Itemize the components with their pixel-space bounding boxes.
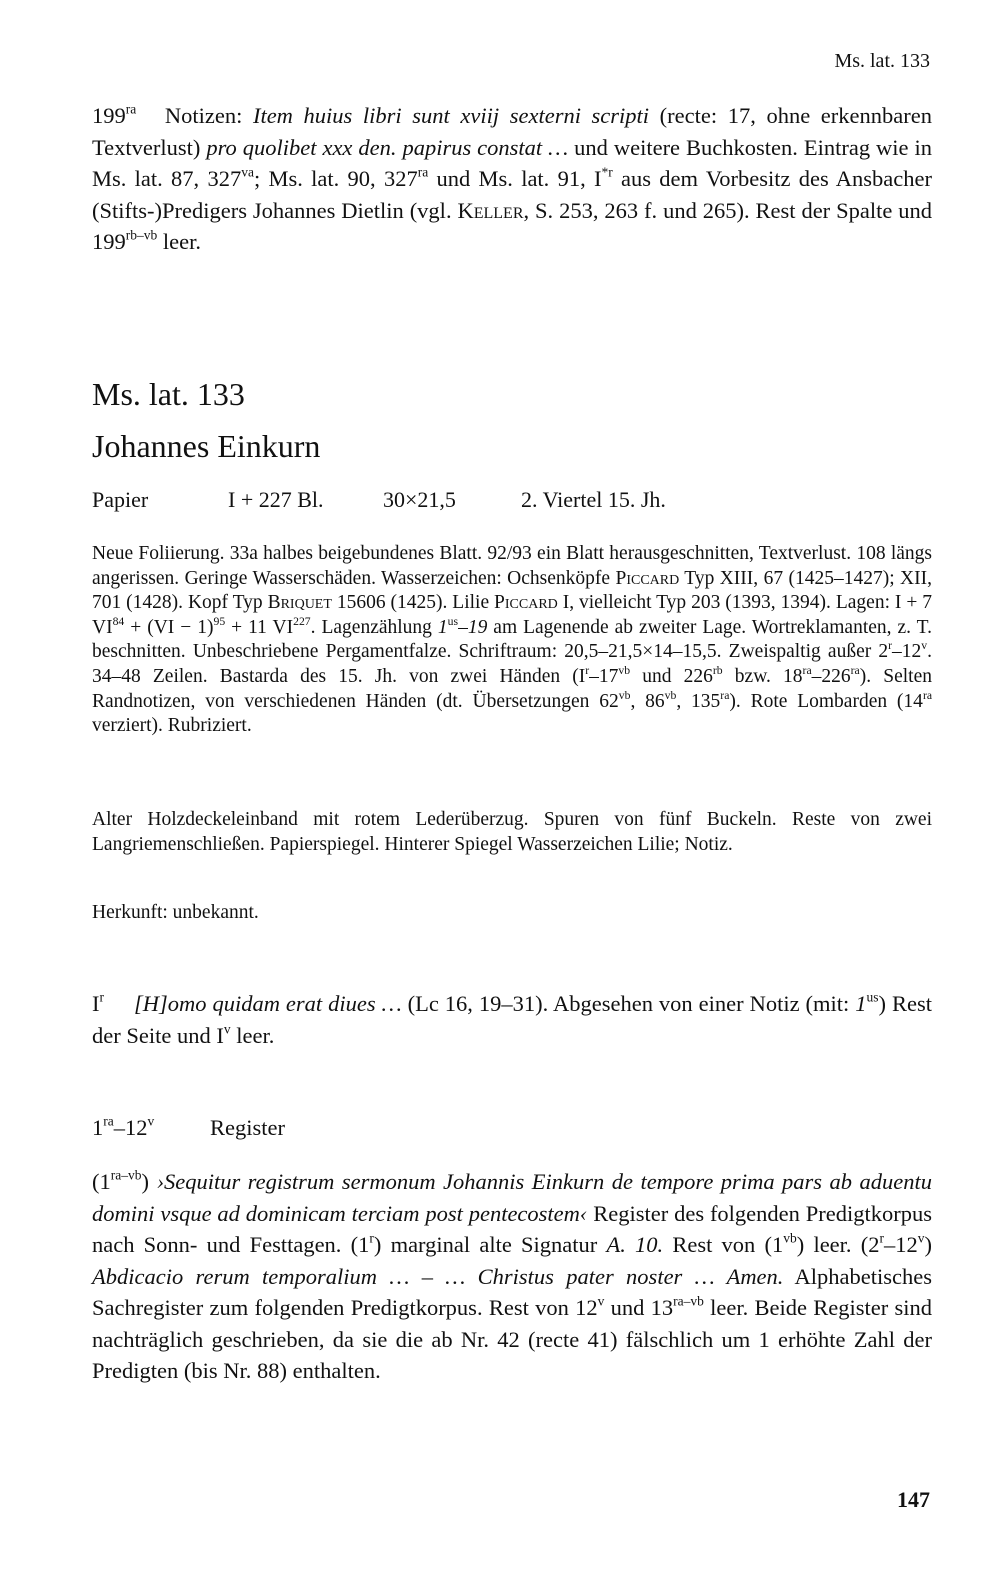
- running-header: Ms. lat. 133: [834, 50, 930, 72]
- date: 2. Viertel 15. Jh.: [521, 487, 666, 512]
- shelfmark-heading: Ms. lat. 133: [92, 376, 245, 412]
- author-heading: Johannes Einkurn: [92, 428, 321, 464]
- prev-entry-notes: $199^{ra}$ Notizen: Item huius libri sunt xviij sexterni scripti (recte: 17, ohne erkennbaren Textverlust) pro quolibet xxx den. papirus constat … und weitere Buchkosten. Eintrag wie in Ms. lat. 87, $327^{va}$; Ms. lat. 90, $327^{ra}$ und Ms. lat. 91, $I^{*r}$ aus dem Vorbesitz des Ansbacher (Stifts-)Predigers Johannes Dietlin (vgl. Keller, S. 253, 263 f. und 265). Rest der Spalte und $199^{rb-vb}$ leer.: [92, 101, 932, 254]
- leaf-count: I + 227 Bl.: [228, 487, 324, 512]
- page-number: 147: [897, 1487, 930, 1512]
- register-folio-range: $1^{ra}-12^v$: [92, 1113, 155, 1140]
- folio-ref: $199^{ra}$: [92, 101, 137, 128]
- register-title: Register: [210, 1115, 285, 1140]
- material: Papier: [92, 487, 149, 512]
- entry-I: $I^r$ [H]omo quidam erat diues … (Lc 16, 19–31). Abgesehen von einer Notiz (mit: $1^{us}$) Rest der Seite und $I^v$ leer.: [92, 989, 932, 1048]
- dimensions: 30×21,5: [383, 487, 456, 512]
- codicology-paragraph: Neue Foliierung. 33a halbes beigebundenes Blatt. 92/93 ein Blatt herausgeschnitten, Textverlust. 108 längs angerissen. Geringe Wasserschäden. Wasserzeichen: Ochsenköpfe Piccard Typ XIII, 67 (1425–1427); XII, 701 (1428). Kopf Typ Briquet 15606 (1425). Lilie Piccard I, vielleicht Typ 203 (1393, 1394). Lagen: I + 7 $VI^{84} + (VI - 1)^{95} + 11$ VI$^{227}$. Lagenzählung $1^{us}-19$ am Lagenende ab zweiter Lage. Wortreklamanten, z. T. beschnitten. Unbeschriebene Pergamentfalze. Schriftraum: 20,5–21,5×14–15,5. Zweispaltig außer 2$^r$–12$^v$. 34–48 Zeilen. Bastarda des 15. Jh. von zwei Händen ($I^r-17^{vb}$ und $226^{rb}$ bzw. $18^{ra}-226^{ra}$). Selten Randnotizen, von verschiedenen Händen (dt. Übersetzungen $62^{vb}$, $86^{vb}$, $135^{ra}$). Rote Lombarden ($14^{ra}$ verziert). Rubriziert.: [92, 543, 933, 737]
- provenance: Herkunft: unbekannt.: [92, 902, 259, 923]
- binding-paragraph: Alter Holzdeckeleinband mit rotem Lederüberzug. Spuren von fünf Buckeln. Reste von zwei Langriemenschließen. Papierspiegel. Hinterer Spiegel Wasserzeichen Lilie; Notiz.: [92, 809, 932, 855]
- register-paragraph: $(1^{ra-vb})$ ›Sequitur registrum sermonum Johannis Einkurn de tempore prima pars ab aduentu domini vsque ad dominicam terciam post pentecostem‹ Register des folgenden Predigtkorpus nach Sonn- und Festtagen. (1$^r$) marginal alte Signatur A. 10. Rest von $(1^{vb})$ leer. (2$^r$–12$^v$) Abdicacio rerum temporalium … – … Christus pater noster … Amen. Alphabetisches Sachregister zum folgenden Predigtkorpus. Rest von 12$^v$ und $13^{ra-vb}$ leer. Beide Register sind nachträglich geschrieben, da sie die ab Nr. 42 (recte 41) fälschlich um 1 erhöhte Zahl der Predigten (bis Nr. 88) enthalten.: [92, 1167, 933, 1383]
- folio-ref: $I^r$: [92, 989, 104, 1016]
